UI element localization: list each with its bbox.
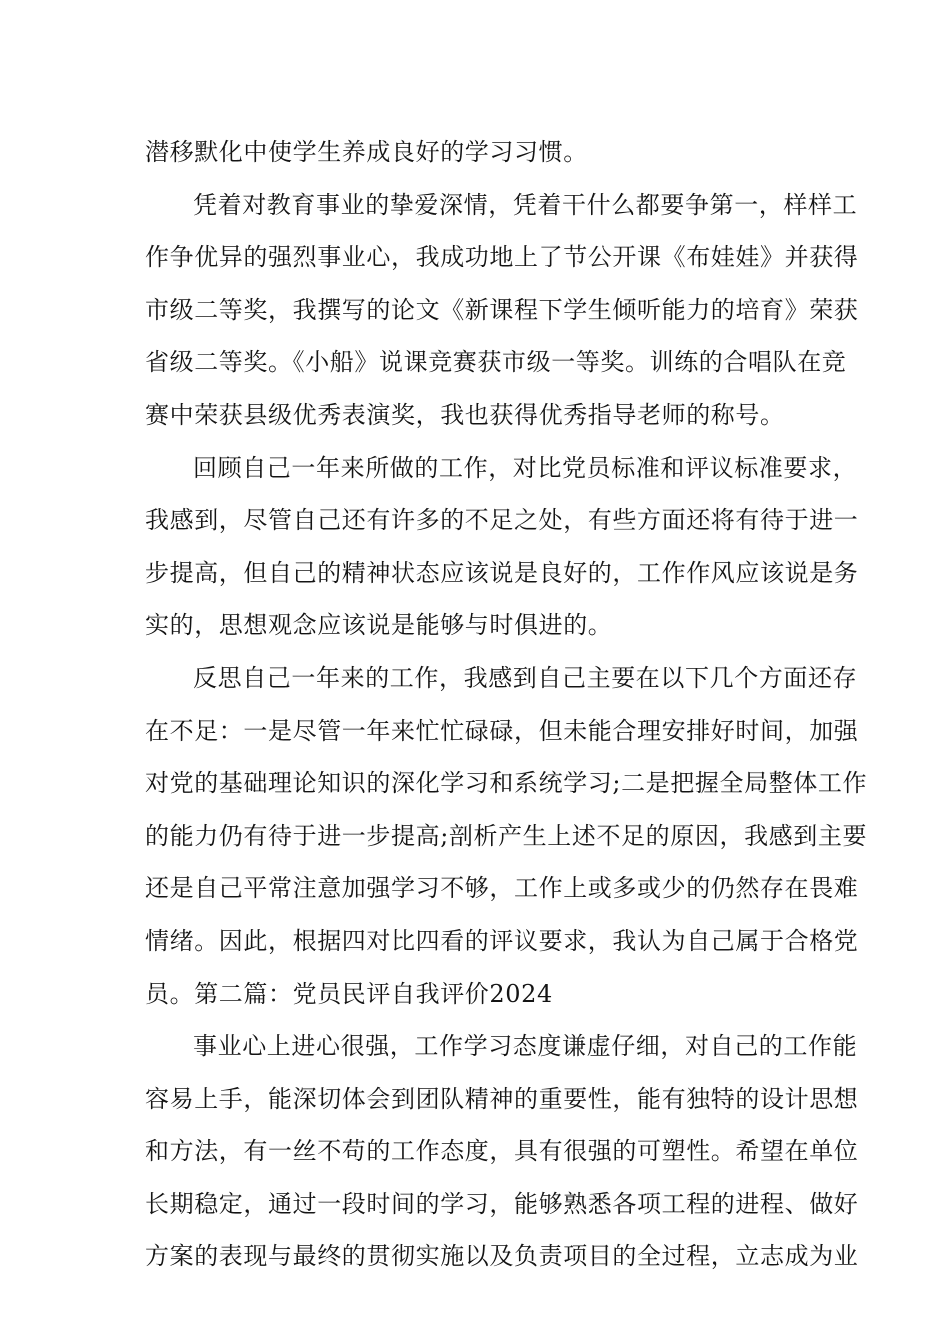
text-line: 实的，思想观念应该说是能够与时俱进的。 — [145, 611, 613, 640]
text-line: 我感到，尽管自己还有许多的不足之处，有些方面还将有待于进一 — [145, 506, 859, 535]
paragraph-3 — [145, 442, 859, 652]
paragraph-2 — [145, 179, 859, 442]
paragraph-4 — [145, 652, 868, 1020]
text-line: 赛中荣获县级优秀表演奖，我也获得优秀指导老师的称号。 — [145, 400, 785, 429]
text-line: 情绪。因此，根据四对比四看的评议要求，我认为自己属于合格党 — [145, 926, 859, 955]
document-body — [145, 126, 868, 1283]
paragraph-1 — [145, 126, 809, 179]
text-line: 方案的表现与最终的贯彻实施以及负责项目的全过程，立志成为业 — [145, 1242, 859, 1271]
text-line: 步提高，但自己的精神状态应该说是良好的，工作作风应该说是务 — [145, 558, 859, 587]
text-line: 回顾自己一年来所做的工作，对比党员标准和评议标准要求， — [193, 453, 858, 482]
text-line: 事业心上进心很强，工作学习态度谦虚仔细，对自己的工作能 — [193, 1032, 858, 1061]
text-line: 作争优异的强烈事业心，我成功地上了节公开课《布娃娃》并获得 — [145, 243, 859, 272]
text-line: 的能力仍有待于进一步提高;剖析产生上述不足的原因，我感到主要 — [145, 821, 868, 850]
text-line: 对党的基础理论知识的深化学习和系统学习;二是把握全局整体工作 — [145, 769, 868, 798]
text-line: 容易上手，能深切体会到团队精神的重要性，能有独特的设计思想 — [145, 1084, 859, 1113]
text-line: 凭着对教育事业的挚爱深情，凭着干什么都要争第一，样样工 — [193, 190, 858, 219]
text-line: 市级二等奖，我撰写的论文《新课程下学生倾听能力的培育》荣获 — [145, 295, 859, 324]
text-line: 反思自己一年来的工作，我感到自己主要在以下几个方面还存 — [193, 663, 858, 692]
text-line: 省级二等奖。《小船》说课竞赛获市级一等奖。训练的合唱队在竞 — [145, 348, 847, 377]
text-line: 员。第二篇：党员民评自我评价2024 — [145, 979, 553, 1008]
text-line: 长期稳定，通过一段时间的学习，能够熟悉各项工程的进程、做好 — [145, 1189, 859, 1218]
text-line: 和方法，有一丝不苟的工作态度，具有很强的可塑性。希望在单位 — [145, 1137, 859, 1166]
paragraph-5 — [145, 1020, 859, 1283]
text-line: 在不足：一是尽管一年来忙忙碌碌，但未能合理安排好时间，加强 — [145, 716, 859, 745]
text-line: 还是自己平常注意加强学习不够，工作上或多或少的仍然存在畏难 — [145, 874, 859, 903]
text-line: 潜移默化中使学生养成良好的学习习惯。 — [145, 138, 588, 166]
